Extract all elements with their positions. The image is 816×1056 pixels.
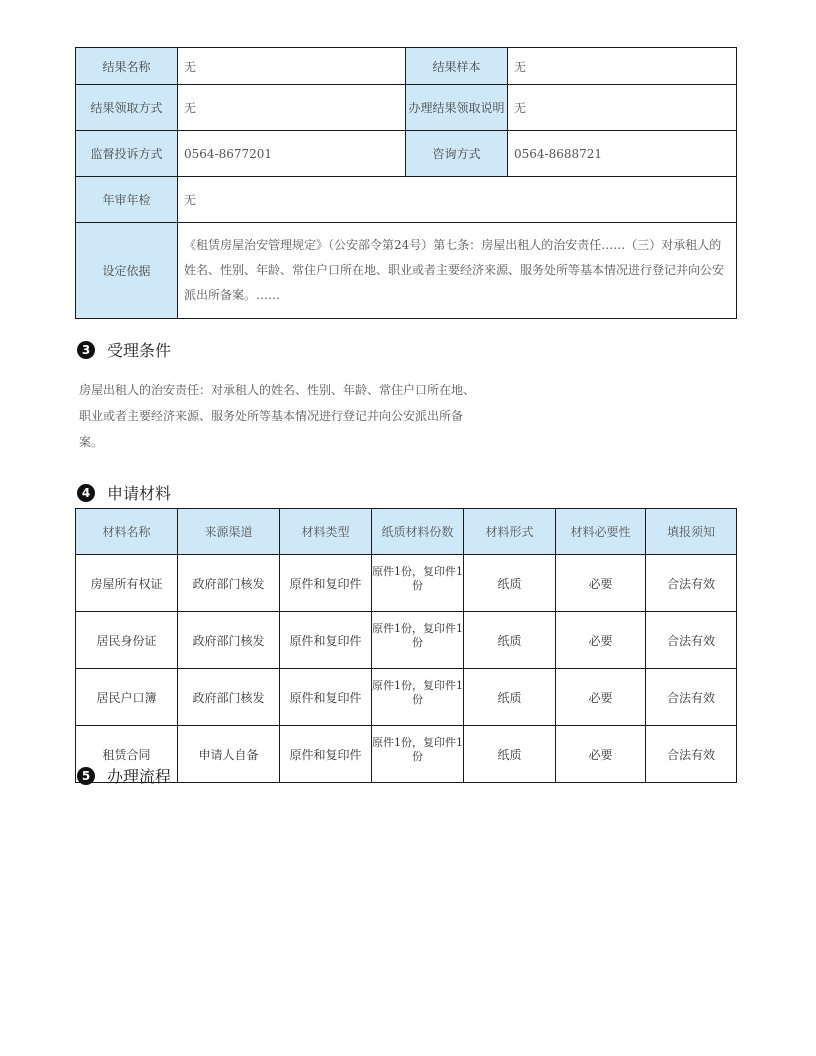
table-cell: 纸质 [464,555,556,612]
table-cell: 必要 [556,555,646,612]
basis-value: 《租赁房屋治安管理规定》（公安部令第24号）第七条：房屋出租人的治安责任……（三）对承租人的姓名、性别、年龄、常住户口所在地、职业或者主要经济来源、服务处所等基本情况进行登记并向公安派出所备案。…… [178,223,737,319]
table-row [76,223,737,319]
consult-phone: 0564-8688721 [508,131,737,177]
table-cell: 政府部门核发 [178,669,280,726]
section-title: 申请材料 [107,484,172,503]
table-cell: 原件1份，复印件1份 [372,612,464,669]
result-info-table [75,47,737,319]
column-header: 纸质材料份数 [372,509,464,555]
column-header: 材料名称 [76,509,178,555]
table-cell: 原件1份，复印件1份 [372,726,464,783]
number-badge-icon: 3 [77,341,95,359]
table-cell: 必要 [556,612,646,669]
table-cell: 租赁合同 [76,726,178,783]
result-sample-label: 结果样本 [406,48,508,85]
table-row [76,85,737,131]
table-cell: 合法有效 [646,555,737,612]
table-cell: 政府部门核发 [178,555,280,612]
pickup-note-value: 无 [508,85,737,131]
section-title: 受理条件 [107,341,172,360]
table-row [76,612,737,669]
result-sample-value: 无 [508,48,737,85]
number-badge-icon: 5 [77,767,95,785]
table-cell: 政府部门核发 [178,612,280,669]
complaint-phone: 0564-8677201 [178,131,406,177]
annual-check-label: 年审年检 [76,177,178,223]
section-acceptance-heading [77,338,171,361]
table-cell: 合法有效 [646,612,737,669]
pickup-method-value: 无 [178,85,406,131]
pickup-method-label: 结果领取方式 [76,85,178,131]
pickup-note-label: 办理结果领取说明 [406,85,508,131]
table-row [76,177,737,223]
column-header: 材料类型 [280,509,372,555]
consult-label: 咨询方式 [406,131,508,177]
table-cell: 必要 [556,669,646,726]
result-name-value: 无 [178,48,406,85]
table-cell: 申请人自备 [178,726,280,783]
table-cell: 原件和复印件 [280,669,372,726]
table-row [76,726,737,783]
table-cell: 必要 [556,726,646,783]
number-badge-icon: 4 [77,484,95,502]
table-cell: 合法有效 [646,669,737,726]
table-cell: 原件和复印件 [280,726,372,783]
section-title: 办理流程 [107,767,172,786]
section-process-heading [77,764,171,787]
section-materials-heading [77,481,171,504]
table-cell: 居民户口簿 [76,669,178,726]
table-cell: 居民身份证 [76,612,178,669]
column-header: 材料必要性 [556,509,646,555]
table-header-row [76,509,737,555]
table-row [76,555,737,612]
table-cell: 合法有效 [646,726,737,783]
column-header: 来源渠道 [178,509,280,555]
table-cell: 房屋所有权证 [76,555,178,612]
annual-check-value: 无 [178,177,737,223]
column-header: 材料形式 [464,509,556,555]
table-cell: 原件1份，复印件1份 [372,555,464,612]
table-row [76,131,737,177]
table-row [76,48,737,85]
basis-label: 设定依据 [76,223,178,319]
table-cell: 原件和复印件 [280,555,372,612]
complaint-label: 监督投诉方式 [76,131,178,177]
result-name-label: 结果名称 [76,48,178,85]
table-cell: 纸质 [464,669,556,726]
column-header: 填报须知 [646,509,737,555]
table-cell: 原件1份，复印件1份 [372,669,464,726]
table-cell: 纸质 [464,612,556,669]
table-cell: 原件和复印件 [280,612,372,669]
acceptance-text: 房屋出租人的治安责任：对承租人的姓名、性别、年龄、常住户口所在地、职业或者主要经济来源、服务处所等基本情况进行登记并向公安派出所备案。 [79,383,476,449]
table-cell: 纸质 [464,726,556,783]
table-row [76,669,737,726]
materials-table [75,508,737,783]
